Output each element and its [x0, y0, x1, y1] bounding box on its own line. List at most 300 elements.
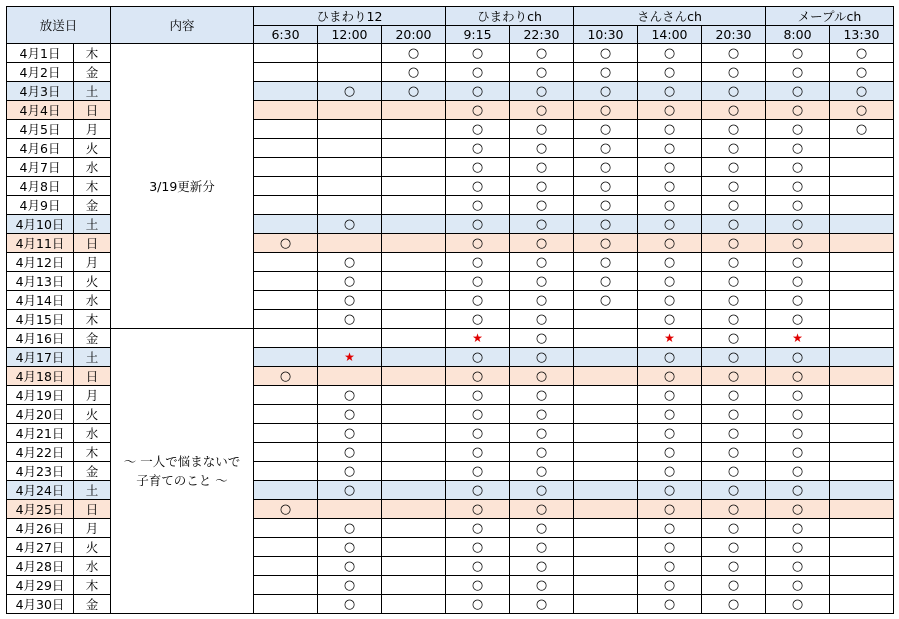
slot-cell: [638, 310, 702, 329]
slot-cell: [382, 386, 446, 405]
circle-icon: ○: [535, 559, 548, 574]
circle-icon: ○: [791, 122, 804, 137]
slot-cell: [510, 310, 574, 329]
circle-icon: ○: [599, 122, 612, 137]
circle-icon: ○: [471, 293, 484, 308]
slot-cell: [254, 595, 318, 614]
slot-cell: [510, 500, 574, 519]
header-content: 内容: [111, 7, 254, 44]
weekday-cell: 金: [74, 462, 111, 481]
slot-cell: [702, 44, 766, 63]
header-time: 12:00: [318, 26, 382, 44]
circle-icon: ○: [343, 312, 356, 327]
slot-cell: [638, 443, 702, 462]
slot-cell: [254, 424, 318, 443]
header-time: 8:00: [766, 26, 830, 44]
weekday-cell: 火: [74, 139, 111, 158]
slot-cell: [638, 519, 702, 538]
slot-cell: [638, 386, 702, 405]
circle-icon: ○: [471, 369, 484, 384]
slot-cell: [510, 196, 574, 215]
slot-cell: [574, 196, 638, 215]
weekday-cell: 土: [74, 348, 111, 367]
circle-icon: ○: [471, 198, 484, 213]
circle-icon: ○: [727, 426, 740, 441]
date-cell: 4月27日: [7, 538, 74, 557]
slot-cell: [446, 367, 510, 386]
slot-cell: [510, 139, 574, 158]
slot-cell: [830, 234, 894, 253]
slot-cell: [702, 101, 766, 120]
circle-icon: ○: [727, 350, 740, 365]
slot-cell: [318, 63, 382, 82]
slot-cell: [382, 139, 446, 158]
weekday-cell: 木: [74, 443, 111, 462]
slot-cell: [574, 139, 638, 158]
circle-icon: ○: [343, 483, 356, 498]
date-cell: 4月6日: [7, 139, 74, 158]
slot-cell: [766, 595, 830, 614]
slot-cell: [318, 310, 382, 329]
slot-cell: [510, 538, 574, 557]
slot-cell: [766, 82, 830, 101]
circle-icon: ○: [599, 293, 612, 308]
circle-icon: ○: [535, 597, 548, 612]
circle-icon: ○: [727, 331, 740, 346]
slot-cell: [574, 63, 638, 82]
slot-cell: [510, 386, 574, 405]
slot-cell: [574, 519, 638, 538]
slot-cell: [574, 348, 638, 367]
slot-cell: [382, 557, 446, 576]
slot-cell: [830, 348, 894, 367]
slot-cell: [702, 348, 766, 367]
slot-cell: [702, 215, 766, 234]
slot-cell: [318, 291, 382, 310]
program-title-line: 3/19更新分: [149, 178, 215, 194]
slot-cell: [574, 386, 638, 405]
circle-icon: ○: [727, 198, 740, 213]
circle-icon: ○: [343, 274, 356, 289]
circle-icon: ○: [791, 502, 804, 517]
slot-cell: [574, 405, 638, 424]
circle-icon: ○: [343, 293, 356, 308]
circle-icon: ○: [663, 464, 676, 479]
weekday-cell: 金: [74, 329, 111, 348]
slot-cell: [318, 329, 382, 348]
slot-cell: [318, 196, 382, 215]
slot-cell: [638, 348, 702, 367]
slot-cell: [446, 557, 510, 576]
star-icon: ★: [792, 331, 803, 345]
slot-cell: [638, 253, 702, 272]
circle-icon: ○: [407, 84, 420, 99]
slot-cell: [830, 329, 894, 348]
circle-icon: ○: [471, 236, 484, 251]
circle-icon: ○: [727, 464, 740, 479]
circle-icon: ○: [535, 236, 548, 251]
date-cell: 4月20日: [7, 405, 74, 424]
slot-cell: [510, 158, 574, 177]
slot-cell: [446, 253, 510, 272]
circle-icon: ○: [663, 597, 676, 612]
slot-cell: [446, 291, 510, 310]
slot-cell: [766, 120, 830, 139]
circle-icon: ○: [471, 350, 484, 365]
circle-icon: ○: [471, 597, 484, 612]
circle-icon: ○: [471, 540, 484, 555]
weekday-cell: 日: [74, 234, 111, 253]
slot-cell: [766, 329, 830, 348]
circle-icon: ○: [471, 46, 484, 61]
date-cell: 4月22日: [7, 443, 74, 462]
slot-cell: [382, 329, 446, 348]
slot-cell: [318, 158, 382, 177]
slot-cell: [574, 120, 638, 139]
circle-icon: ○: [471, 255, 484, 270]
slot-cell: [318, 386, 382, 405]
circle-icon: ○: [663, 236, 676, 251]
circle-icon: ○: [663, 483, 676, 498]
circle-icon: ○: [535, 483, 548, 498]
slot-cell: [638, 215, 702, 234]
slot-cell: [766, 291, 830, 310]
circle-icon: ○: [343, 407, 356, 422]
slot-cell: [382, 272, 446, 291]
slot-cell: [318, 139, 382, 158]
slot-cell: [830, 253, 894, 272]
slot-cell: [382, 424, 446, 443]
slot-cell: [830, 386, 894, 405]
slot-cell: [318, 272, 382, 291]
slot-cell: [702, 272, 766, 291]
slot-cell: [510, 481, 574, 500]
date-cell: 4月30日: [7, 595, 74, 614]
slot-cell: [446, 538, 510, 557]
date-cell: 4月19日: [7, 386, 74, 405]
circle-icon: ○: [727, 84, 740, 99]
date-cell: 4月29日: [7, 576, 74, 595]
slot-cell: [382, 576, 446, 595]
slot-cell: [446, 272, 510, 291]
circle-icon: ○: [599, 65, 612, 80]
slot-cell: [254, 139, 318, 158]
slot-cell: [382, 120, 446, 139]
slot-cell: [702, 538, 766, 557]
circle-icon: ○: [599, 160, 612, 175]
circle-icon: ○: [599, 84, 612, 99]
slot-cell: [382, 348, 446, 367]
circle-icon: ○: [407, 46, 420, 61]
slot-cell: [318, 367, 382, 386]
slot-cell: [446, 44, 510, 63]
circle-icon: ○: [471, 160, 484, 175]
weekday-cell: 木: [74, 177, 111, 196]
circle-icon: ○: [471, 502, 484, 517]
circle-icon: ○: [791, 274, 804, 289]
slot-cell: [638, 576, 702, 595]
slot-cell: [574, 291, 638, 310]
circle-icon: ○: [599, 217, 612, 232]
date-cell: 4月2日: [7, 63, 74, 82]
slot-cell: [382, 405, 446, 424]
slot-cell: [382, 63, 446, 82]
circle-icon: ○: [535, 407, 548, 422]
slot-cell: [766, 538, 830, 557]
circle-icon: ○: [663, 255, 676, 270]
slot-cell: [574, 443, 638, 462]
date-cell: 4月18日: [7, 367, 74, 386]
star-icon: ★: [344, 350, 355, 364]
date-cell: 4月23日: [7, 462, 74, 481]
weekday-cell: 木: [74, 310, 111, 329]
circle-icon: ○: [471, 274, 484, 289]
circle-icon: ○: [727, 407, 740, 422]
slot-cell: [254, 576, 318, 595]
slot-cell: [510, 215, 574, 234]
slot-cell: [510, 82, 574, 101]
weekday-cell: 木: [74, 44, 111, 63]
circle-icon: ○: [791, 217, 804, 232]
slot-cell: [766, 272, 830, 291]
slot-cell: [446, 329, 510, 348]
slot-cell: [766, 177, 830, 196]
slot-cell: [510, 576, 574, 595]
weekday-cell: 金: [74, 63, 111, 82]
circle-icon: ○: [663, 578, 676, 593]
slot-cell: [382, 253, 446, 272]
date-cell: 4月4日: [7, 101, 74, 120]
slot-cell: [638, 139, 702, 158]
slot-cell: [446, 595, 510, 614]
slot-cell: [446, 234, 510, 253]
weekday-cell: 土: [74, 215, 111, 234]
circle-icon: ○: [471, 521, 484, 536]
slot-cell: [318, 500, 382, 519]
slot-cell: [702, 196, 766, 215]
circle-icon: ○: [471, 217, 484, 232]
slot-cell: [318, 481, 382, 500]
circle-icon: ○: [791, 236, 804, 251]
slot-cell: [382, 443, 446, 462]
circle-icon: ○: [727, 103, 740, 118]
slot-cell: [254, 462, 318, 481]
slot-cell: [254, 481, 318, 500]
header-date: 放送日: [7, 7, 111, 44]
slot-cell: [830, 595, 894, 614]
circle-icon: ○: [343, 464, 356, 479]
slot-cell: [574, 500, 638, 519]
slot-cell: [574, 538, 638, 557]
circle-icon: ○: [535, 350, 548, 365]
slot-cell: [766, 101, 830, 120]
slot-cell: [382, 462, 446, 481]
slot-cell: [510, 63, 574, 82]
slot-cell: [446, 177, 510, 196]
slot-cell: [318, 576, 382, 595]
circle-icon: ○: [599, 103, 612, 118]
slot-cell: [574, 595, 638, 614]
slot-cell: [510, 462, 574, 481]
circle-icon: ○: [727, 236, 740, 251]
slot-cell: [766, 500, 830, 519]
circle-icon: ○: [727, 502, 740, 517]
circle-icon: ○: [535, 141, 548, 156]
circle-icon: ○: [279, 236, 292, 251]
header-channel-himawarich: ひまわりch: [446, 7, 574, 26]
circle-icon: ○: [791, 179, 804, 194]
slot-cell: [638, 63, 702, 82]
slot-cell: [638, 291, 702, 310]
slot-cell: [254, 120, 318, 139]
circle-icon: ○: [535, 293, 548, 308]
slot-cell: [254, 44, 318, 63]
slot-cell: [638, 272, 702, 291]
slot-cell: [830, 215, 894, 234]
date-cell: 4月8日: [7, 177, 74, 196]
circle-icon: ○: [535, 578, 548, 593]
weekday-cell: 水: [74, 557, 111, 576]
slot-cell: [574, 462, 638, 481]
slot-cell: [510, 120, 574, 139]
slot-cell: [318, 120, 382, 139]
slot-cell: [830, 557, 894, 576]
slot-cell: [254, 538, 318, 557]
slot-cell: [830, 367, 894, 386]
weekday-cell: 日: [74, 101, 111, 120]
slot-cell: [382, 481, 446, 500]
slot-cell: [318, 443, 382, 462]
circle-icon: ○: [791, 445, 804, 460]
circle-icon: ○: [663, 122, 676, 137]
circle-icon: ○: [855, 65, 868, 80]
circle-icon: ○: [471, 426, 484, 441]
slot-cell: [254, 291, 318, 310]
slot-cell: [574, 158, 638, 177]
circle-icon: ○: [663, 293, 676, 308]
slot-cell: [574, 177, 638, 196]
circle-icon: ○: [663, 141, 676, 156]
slot-cell: [830, 196, 894, 215]
circle-icon: ○: [663, 426, 676, 441]
circle-icon: ○: [727, 122, 740, 137]
slot-cell: [382, 538, 446, 557]
slot-cell: [510, 177, 574, 196]
slot-cell: [510, 253, 574, 272]
slot-cell: [446, 443, 510, 462]
slot-cell: [446, 519, 510, 538]
date-cell: 4月11日: [7, 234, 74, 253]
date-cell: 4月12日: [7, 253, 74, 272]
circle-icon: ○: [727, 578, 740, 593]
header-time: 6:30: [254, 26, 318, 44]
slot-cell: [830, 424, 894, 443]
slot-cell: [702, 576, 766, 595]
circle-icon: ○: [535, 65, 548, 80]
circle-icon: ○: [663, 274, 676, 289]
slot-cell: [766, 424, 830, 443]
slot-cell: [766, 44, 830, 63]
circle-icon: ○: [535, 369, 548, 384]
slot-cell: [830, 500, 894, 519]
slot-cell: [702, 443, 766, 462]
table-row: [7, 329, 894, 348]
slot-cell: [254, 253, 318, 272]
circle-icon: ○: [535, 388, 548, 403]
circle-icon: ○: [599, 274, 612, 289]
weekday-cell: 水: [74, 291, 111, 310]
star-icon: ★: [664, 331, 675, 345]
slot-cell: [766, 443, 830, 462]
slot-cell: [766, 348, 830, 367]
slot-cell: [702, 386, 766, 405]
date-cell: 4月21日: [7, 424, 74, 443]
slot-cell: [766, 215, 830, 234]
slot-cell: [830, 177, 894, 196]
circle-icon: ○: [791, 46, 804, 61]
circle-icon: ○: [663, 540, 676, 555]
slot-cell: [254, 443, 318, 462]
slot-cell: [574, 310, 638, 329]
circle-icon: ○: [791, 388, 804, 403]
circle-icon: ○: [727, 217, 740, 232]
program-title-line: ～ 一人で悩まないで: [123, 454, 241, 469]
circle-icon: ○: [663, 388, 676, 403]
slot-cell: [702, 291, 766, 310]
weekday-cell: 火: [74, 405, 111, 424]
date-cell: 4月15日: [7, 310, 74, 329]
slot-cell: [318, 44, 382, 63]
program-title-cell: [111, 44, 254, 329]
slot-cell: [702, 500, 766, 519]
date-cell: 4月25日: [7, 500, 74, 519]
circle-icon: ○: [471, 65, 484, 80]
slot-cell: [830, 443, 894, 462]
slot-cell: [446, 215, 510, 234]
slot-cell: [254, 101, 318, 120]
slot-cell: [318, 405, 382, 424]
slot-cell: [574, 329, 638, 348]
slot-cell: [446, 348, 510, 367]
date-cell: 4月5日: [7, 120, 74, 139]
slot-cell: [318, 348, 382, 367]
circle-icon: ○: [343, 84, 356, 99]
weekday-cell: 月: [74, 120, 111, 139]
slot-cell: [830, 120, 894, 139]
circle-icon: ○: [791, 597, 804, 612]
circle-icon: ○: [663, 502, 676, 517]
slot-cell: [446, 101, 510, 120]
circle-icon: ○: [791, 141, 804, 156]
circle-icon: ○: [663, 84, 676, 99]
slot-cell: [766, 576, 830, 595]
slot-cell: [254, 63, 318, 82]
circle-icon: ○: [663, 350, 676, 365]
slot-cell: [254, 557, 318, 576]
circle-icon: ○: [791, 578, 804, 593]
circle-icon: ○: [855, 84, 868, 99]
circle-icon: ○: [727, 312, 740, 327]
broadcast-schedule-table: [6, 6, 894, 614]
program-title-line: 子育てのこと ～: [136, 473, 228, 488]
slot-cell: [830, 101, 894, 120]
circle-icon: ○: [471, 179, 484, 194]
slot-cell: [766, 557, 830, 576]
star-icon: ★: [472, 331, 483, 345]
slot-cell: [254, 500, 318, 519]
date-cell: 4月3日: [7, 82, 74, 101]
slot-cell: [382, 367, 446, 386]
